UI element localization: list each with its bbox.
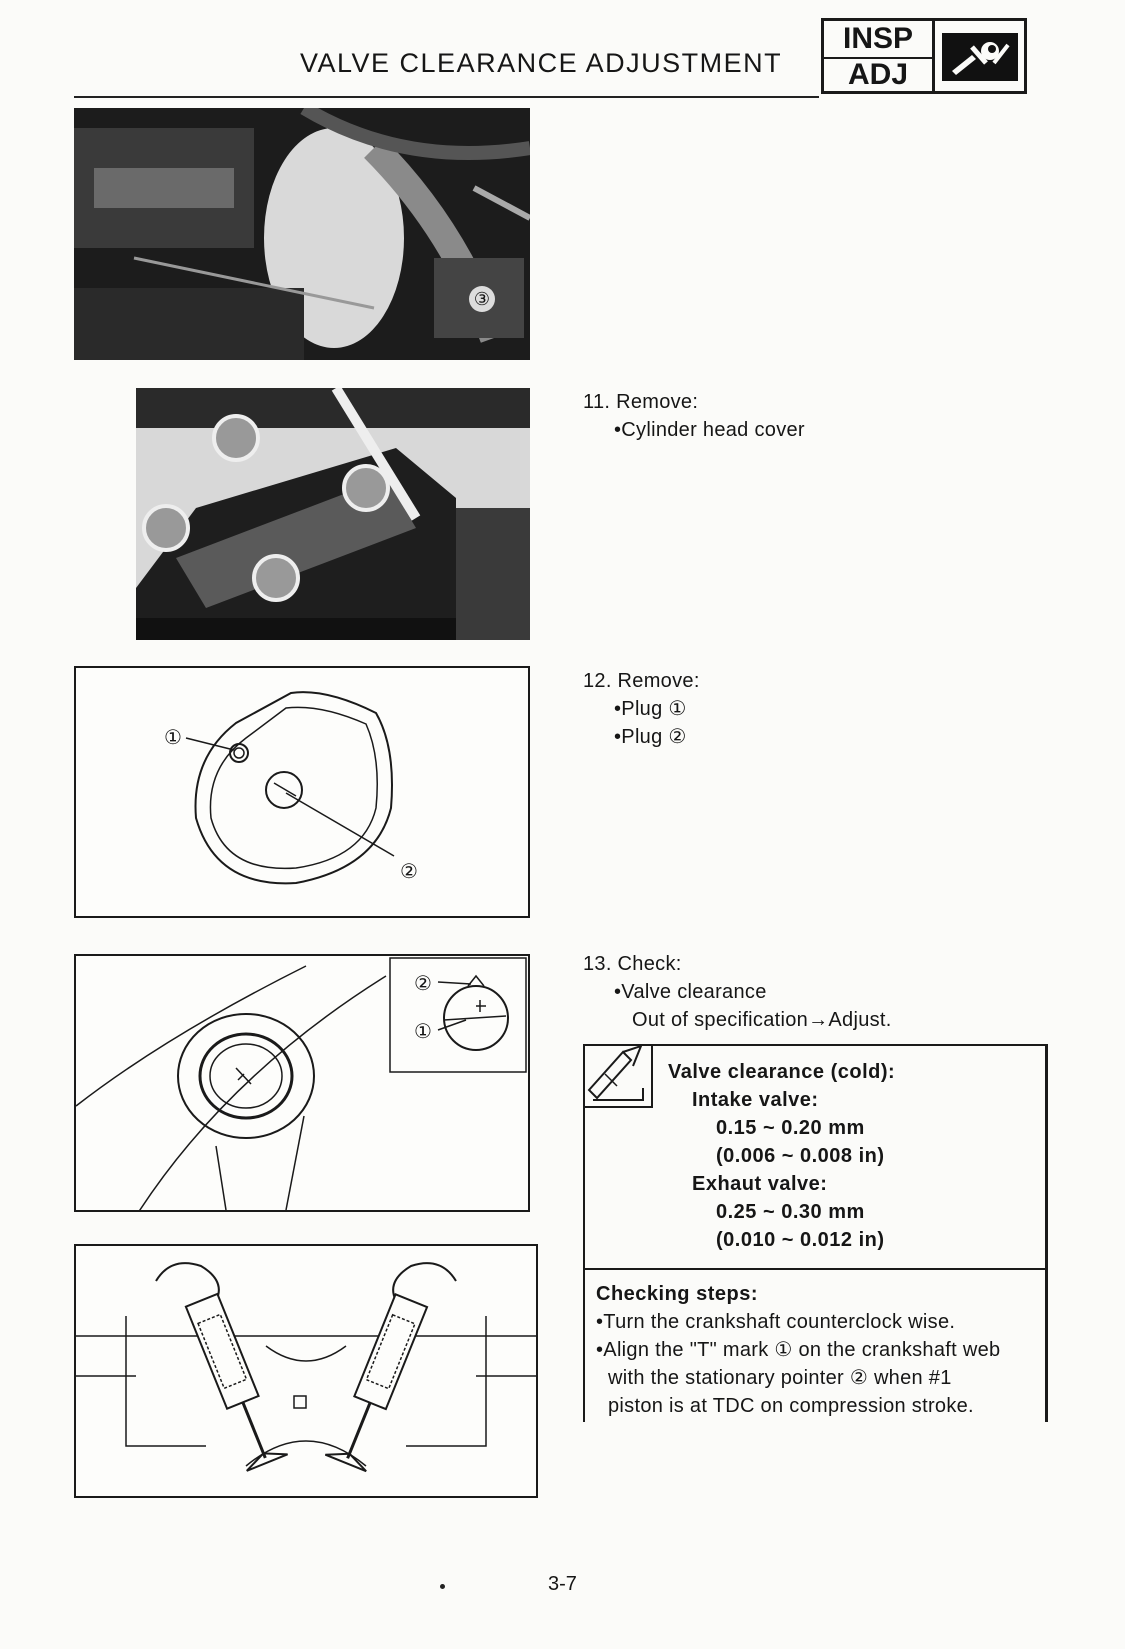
step12-item2: •Plug ② (614, 726, 687, 748)
spec-title: Valve clearance (cold): (668, 1061, 896, 1083)
spec-exhaust-in: (0.010 ~ 0.012 in) (716, 1229, 885, 1251)
page-title: VALVE CLEARANCE ADJUSTMENT (300, 48, 783, 78)
caliper-icon (583, 1044, 653, 1108)
step11-item1: •Cylinder head cover (614, 419, 805, 441)
figure-plugs (74, 666, 530, 918)
footer-dot (440, 1584, 445, 1589)
step13-item1: •Valve clearance (614, 981, 767, 1003)
fig-mark-callout-2: ② (414, 973, 433, 995)
fig-mark-callout-1: ① (414, 1021, 433, 1043)
badge-insp-label: INSP (824, 21, 932, 59)
figure-valve-cross-section (74, 1244, 538, 1498)
photo-engine-top (74, 108, 530, 360)
step11-heading: 11. Remove: (583, 391, 699, 413)
spec-intake-label: Intake valve: (692, 1089, 819, 1111)
figure-t-mark (74, 954, 530, 1212)
spec-intake-mm: 0.15 ~ 0.20 mm (716, 1117, 865, 1139)
section-badge (821, 18, 1027, 94)
page-number: 3-7 (548, 1573, 577, 1595)
checking-line2: •Align the "T" mark ① on the crankshaft web (596, 1339, 1001, 1361)
checking-line1: •Turn the crankshaft counterclock wise. (596, 1311, 956, 1333)
step13-heading: 13. Check: (583, 953, 682, 975)
spec-intake-in: (0.006 ~ 0.008 in) (716, 1145, 885, 1167)
spec-exhaust-mm: 0.25 ~ 0.30 mm (716, 1201, 865, 1223)
step12-item1: •Plug ① (614, 698, 687, 720)
fig-plug-callout-2: ② (400, 861, 419, 883)
checking-line4: piston is at TDC on compression stroke. (608, 1395, 974, 1417)
step13-item2: Out of specification→Adjust. (632, 1009, 892, 1031)
checking-heading: Checking steps: (596, 1283, 758, 1305)
badge-adj-label: ADJ (847, 58, 908, 91)
photo-cylinder-head-cover (136, 388, 530, 640)
step12-heading: 12. Remove: (583, 670, 700, 692)
checking-line3: with the stationary pointer ② when #1 (608, 1367, 952, 1389)
badge-text-cell (824, 21, 935, 91)
title-rule (74, 96, 819, 98)
fig-plug-callout-1: ① (164, 727, 183, 749)
photo1-callout: ③ (469, 286, 495, 312)
wrench-screwdriver-icon (942, 33, 1018, 81)
spec-exhaust-label: Exhaut valve: (692, 1173, 828, 1195)
